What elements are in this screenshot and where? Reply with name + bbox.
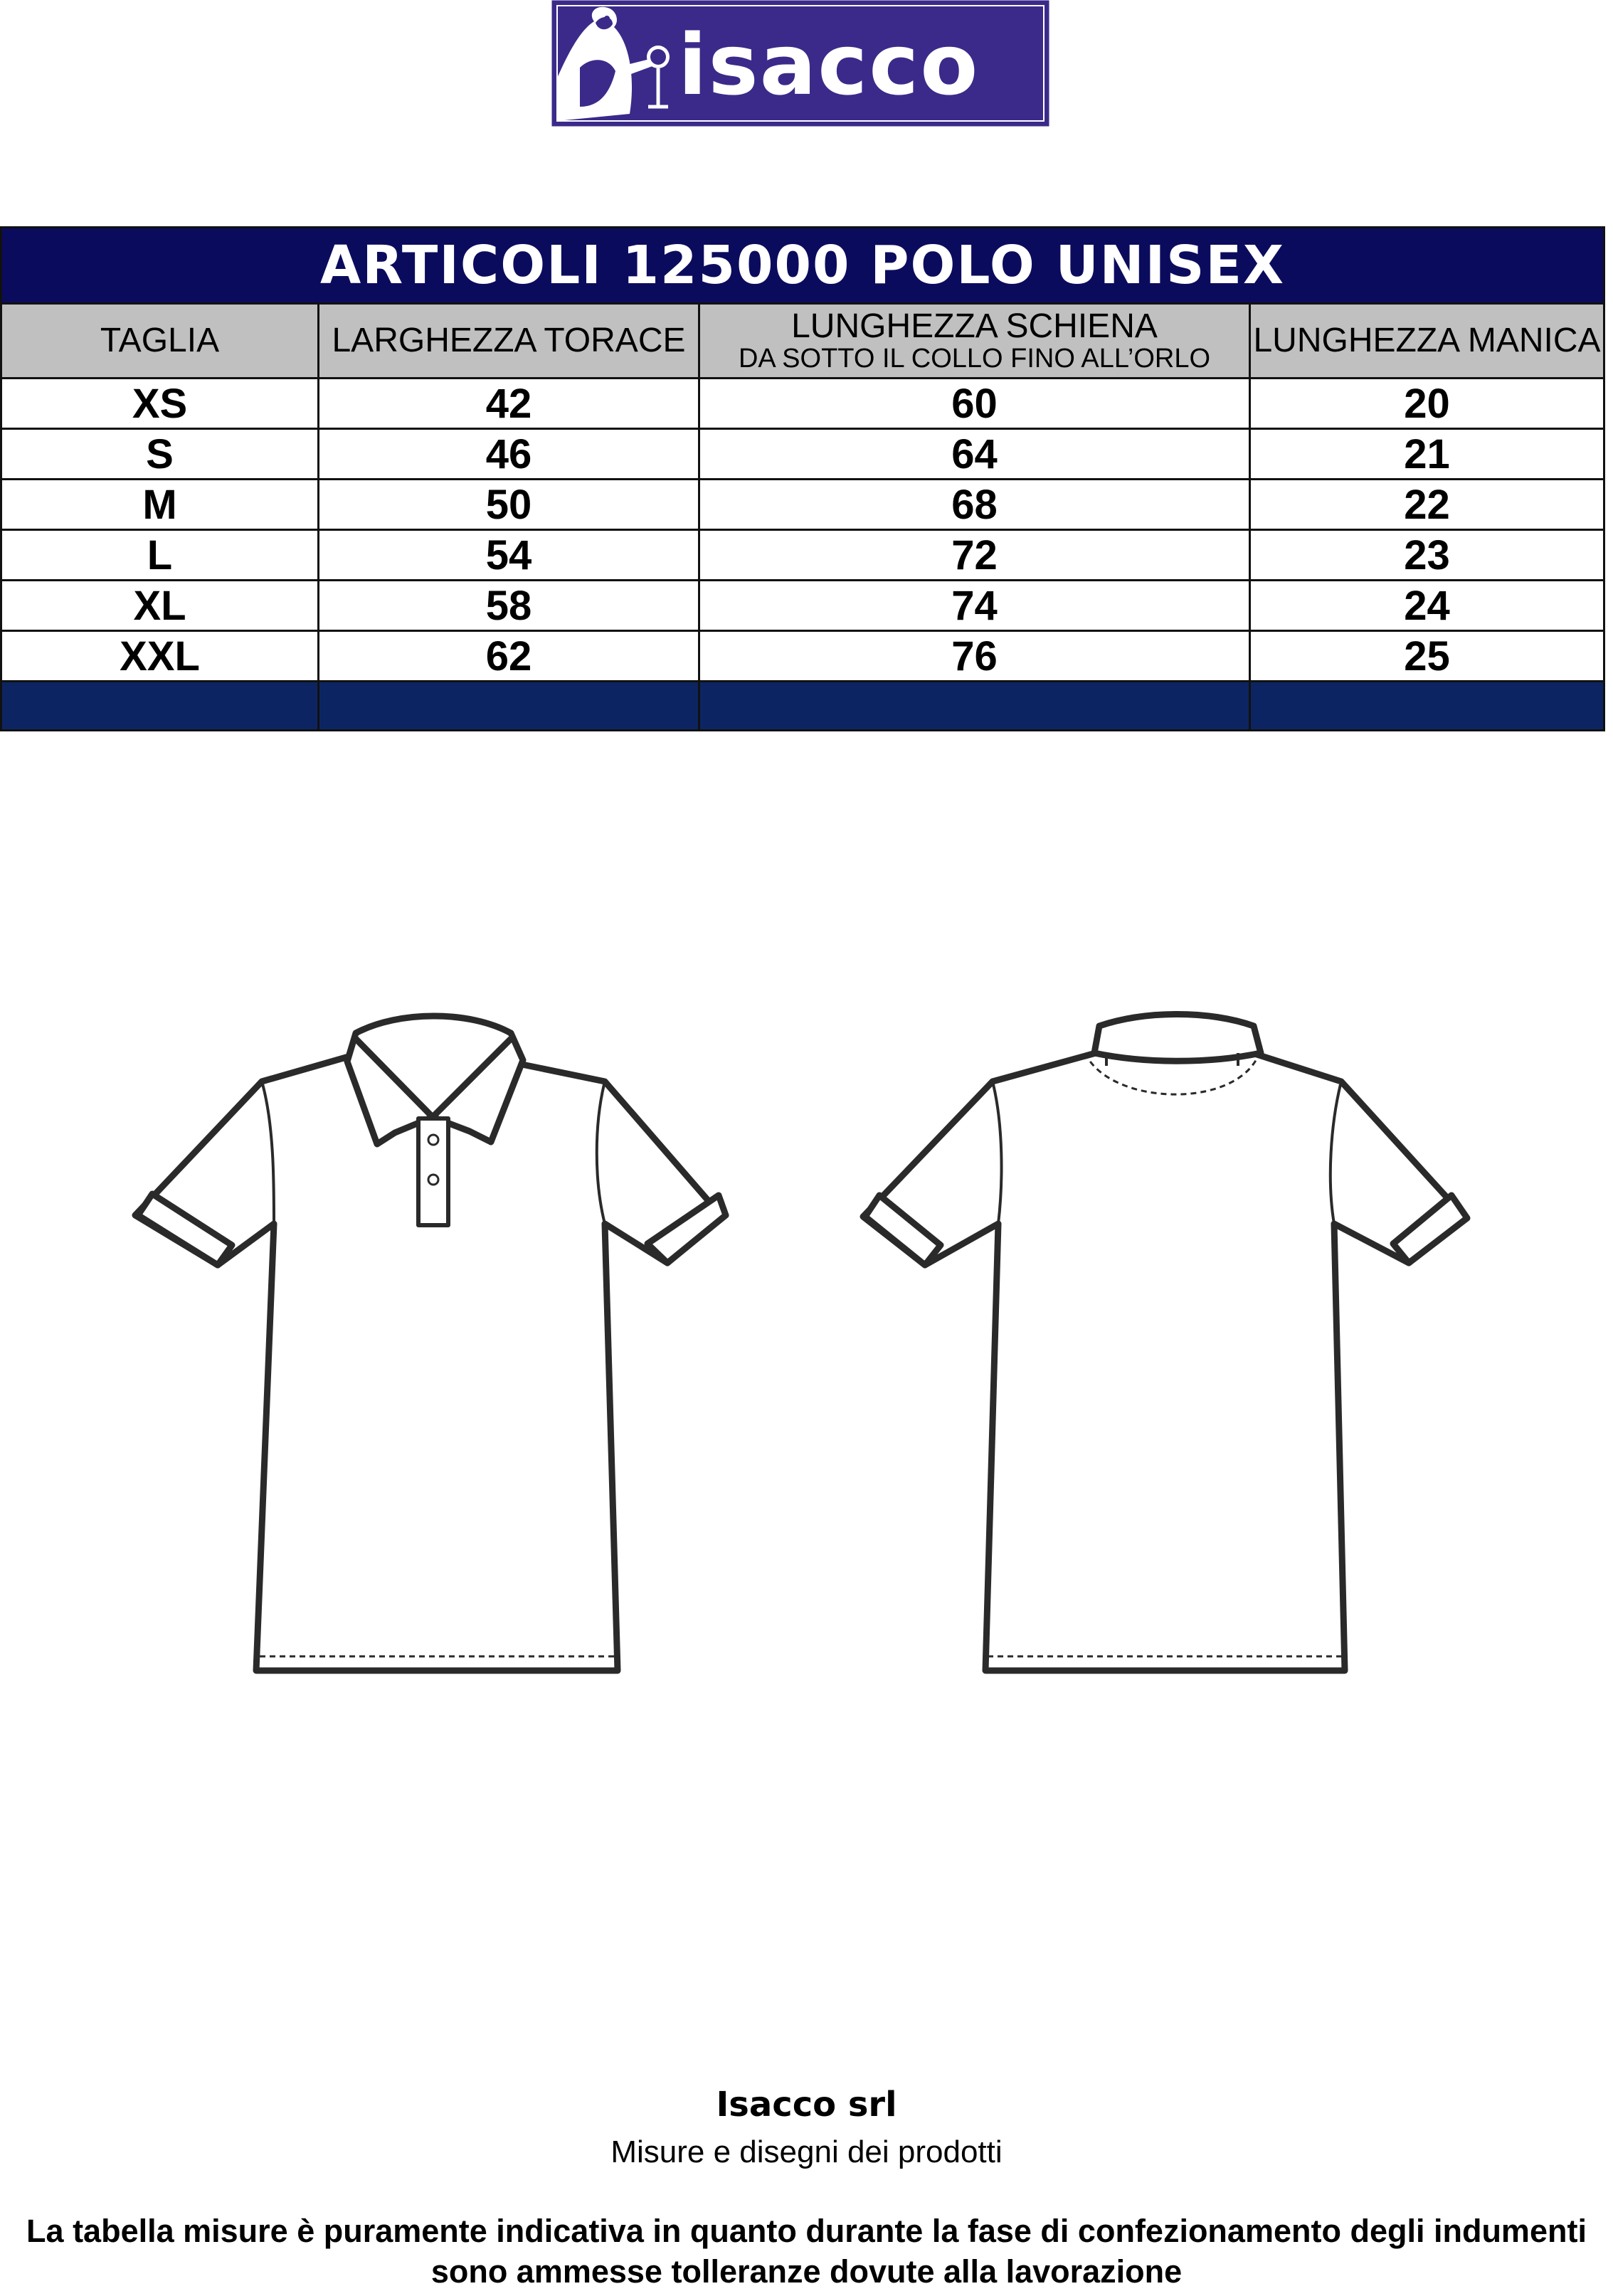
table-cell: XL (1, 581, 319, 631)
table-row (1, 530, 1604, 581)
table-footer-row (1, 682, 1604, 731)
col-header-lunghezza-manica: LUNGHEZZA MANICA (1250, 304, 1604, 379)
table-row (1, 631, 1604, 682)
table-cell: 58 (319, 581, 699, 631)
disclaimer-line-2: sono ammesse tolleranze dovute alla lavorazione (430, 2253, 1183, 2290)
table-cell: S (1, 429, 319, 480)
table-title: ARTICOLI 125000 POLO UNISEX (319, 235, 1286, 296)
isacco-logo (551, 0, 1049, 127)
company-name: Isacco srl (716, 2085, 897, 2125)
company-tagline: Misure e disegni dei prodotti (610, 2134, 1003, 2169)
table-cell: XS (1, 379, 319, 429)
table-cell: 62 (319, 631, 699, 682)
disclaimer-line-1: La tabella misure è puramente indicativa in quanto durante la fase di confezionamento degli indumenti (26, 2213, 1587, 2249)
table-cell: 74 (699, 581, 1250, 631)
table-cell: 24 (1250, 581, 1604, 631)
table-cell: 23 (1250, 530, 1604, 581)
table-cell: 42 (319, 379, 699, 429)
table-cell: 64 (699, 429, 1250, 480)
table-footer-cell (1, 682, 319, 731)
polo-front-icon (135, 1016, 726, 1671)
table-cell: 21 (1250, 429, 1604, 480)
size-table (0, 226, 1605, 731)
polo-back-icon (863, 1015, 1467, 1671)
col-header-subtitle: DA SOTTO IL COLLO FINO ALL’ORLO (738, 344, 1211, 374)
table-cell: L (1, 530, 319, 581)
table-cell: 25 (1250, 631, 1604, 682)
table-cell: M (1, 480, 319, 530)
table-cell: 60 (699, 379, 1250, 429)
footer (0, 2085, 1613, 2292)
col-header-taglia: TAGLIA (1, 304, 319, 379)
table-cell: 50 (319, 480, 699, 530)
table-footer-cell (699, 682, 1250, 731)
disclaimer-note (0, 2211, 1613, 2292)
table-cell: 54 (319, 530, 699, 581)
table-cell: 46 (319, 429, 699, 480)
table-cell: 72 (699, 530, 1250, 581)
table-cell: XXL (1, 631, 319, 682)
table-row (1, 581, 1604, 631)
table-cell: 22 (1250, 480, 1604, 530)
table-header-row (1, 304, 1604, 379)
polo-illustrations (0, 982, 1613, 1693)
table-title-row (1, 228, 1604, 304)
col-header-larghezza-torace: LARGHEZZA TORACE (319, 304, 699, 379)
table-footer-cell (319, 682, 699, 731)
table-cell: 76 (699, 631, 1250, 682)
col-header-lunghezza-schiena: LUNGHEZZA SCHIENA DA SOTTO IL COLLO FINO ALL’ORLO (699, 304, 1250, 379)
table-row (1, 480, 1604, 530)
table-cell: 68 (699, 480, 1250, 530)
table-row (1, 429, 1604, 480)
table-footer-cell (1250, 682, 1604, 731)
table-row (1, 379, 1604, 429)
table-cell: 20 (1250, 379, 1604, 429)
brand-name: isacco (678, 16, 980, 114)
